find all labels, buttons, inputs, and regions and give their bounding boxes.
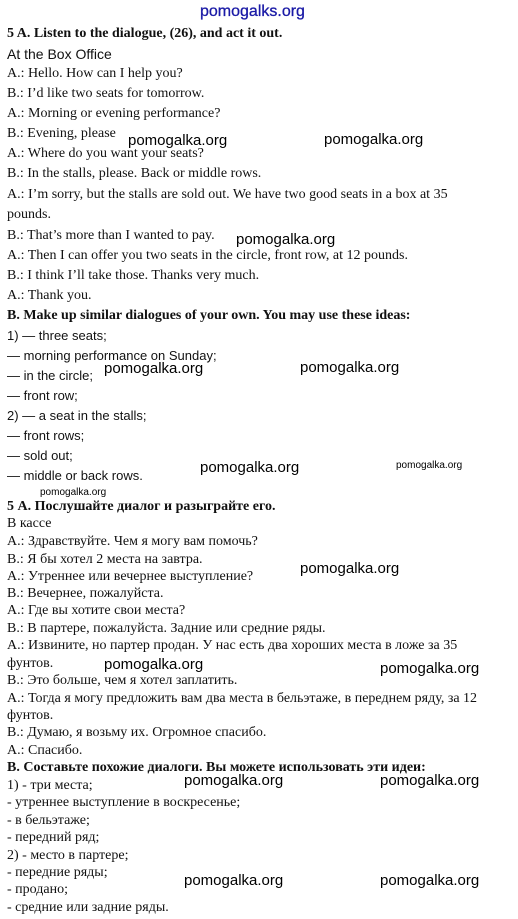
scene-title: At the Box Office xyxy=(7,46,112,62)
watermark: pomogalka.org xyxy=(396,460,463,471)
dialogue-line-ru: А.: Утреннее или вечернее выступление? xyxy=(7,569,254,584)
watermark: pomogalka.org xyxy=(40,487,107,498)
task-b-heading-ru: В. Составьте похожие диалоги. Вы можете использовать эти идеи: xyxy=(7,760,426,775)
dialogue-line-ru: В.: Думаю, я возьму их. Огромное спасибо. xyxy=(7,725,267,740)
dialogue-line: A.: Then I can offer you two seats in the circle, front row, at 12 pounds. xyxy=(7,248,408,263)
watermark: pomogalka.org xyxy=(380,660,480,677)
idea-item-ru: - средние или задние ряды. xyxy=(7,900,169,915)
task-b-heading: B. Make up similar dialogues of your own. You may use these ideas: xyxy=(7,308,411,323)
task-a-heading-ru: 5 А. Послушайте диалог и разыграйте его. xyxy=(7,499,276,514)
dialogue-line: B.: Evening, please xyxy=(7,126,116,141)
scene-title-ru: В кассе xyxy=(7,516,52,531)
task-a-heading: 5 A. Listen to the dialogue, (26), and act it out. xyxy=(7,26,283,41)
watermark: pomogalka.org xyxy=(184,872,284,889)
idea-item: — in the circle; xyxy=(7,368,93,383)
watermark: pomogalka.org xyxy=(104,656,204,673)
dialogue-line: A.: Morning or evening performance? xyxy=(7,106,221,121)
watermark: pomogalka.org xyxy=(128,132,228,149)
watermark: pomogalka.org xyxy=(300,560,400,577)
idea-item: — middle or back rows. xyxy=(7,468,143,483)
idea-item-ru: - продано; xyxy=(7,882,68,897)
watermark: pomogalka.org xyxy=(380,772,480,789)
idea-item: 1) — three seats; xyxy=(7,328,107,343)
dialogue-line: B.: I think I’ll take those. Thanks very much. xyxy=(7,268,260,283)
idea-item-ru: - передний ряд; xyxy=(7,830,100,845)
idea-item-ru: - утреннее выступление в воскресенье; xyxy=(7,795,241,810)
idea-item-ru: - передние ряды; xyxy=(7,865,108,880)
dialogue-line-ru: В.: Я бы хотел 2 места на завтра. xyxy=(7,552,203,567)
watermark: pomogalka.org xyxy=(184,772,284,789)
dialogue-line-ru: фунтов. xyxy=(7,656,54,671)
idea-item-ru: 1) - три места; xyxy=(7,778,93,793)
idea-item-ru: - в бельэтаже; xyxy=(7,813,90,828)
dialogue-line-ru: А.: Где вы хотите свои места? xyxy=(7,603,186,618)
watermark: pomogalka.org xyxy=(380,872,480,889)
dialogue-line-ru: В.: Вечернее, пожалуйста. xyxy=(7,586,164,601)
idea-item: — morning performance on Sunday; xyxy=(7,348,217,363)
dialogue-line-ru: А.: Извините, но партер продан. У нас есть два хороших места в ложе за 35 xyxy=(7,638,458,653)
watermark: pomogalka.org xyxy=(300,359,400,376)
watermark-top: pomogalks.org xyxy=(200,3,305,20)
idea-item: 2) — a seat in the stalls; xyxy=(7,408,147,423)
dialogue-line-ru: А.: Тогда я могу предложить вам два места в бельэтаже, в переднем ряду, за 12 фунтов. xyxy=(7,691,478,723)
dialogue-line: B.: That’s more than I wanted to pay. xyxy=(7,228,215,243)
dialogue-line: A.: Thank you. xyxy=(7,288,92,303)
idea-item: — sold out; xyxy=(7,448,73,463)
idea-item-ru: 2) - место в партере; xyxy=(7,848,129,863)
watermark: pomogalka.org xyxy=(236,231,336,248)
dialogue-line-ru: А.: Здравствуйте. Чем я могу вам помочь? xyxy=(7,534,258,549)
watermark: pomogalka.org xyxy=(324,131,424,148)
dialogue-line: A.: I’m sorry, but the stalls are sold out. We have two good seats in a box at 35 xyxy=(7,187,448,202)
watermark: pomogalka.org xyxy=(104,360,204,377)
idea-item: — front row; xyxy=(7,388,78,403)
dialogue-line-ru: А.: Спасибо. xyxy=(7,743,83,758)
dialogue-line: pounds. xyxy=(7,207,51,222)
dialogue-line: B.: I’d like two seats for tomorrow. xyxy=(7,86,205,101)
dialogue-line: A.: Hello. How can I help you? xyxy=(7,66,183,81)
dialogue-line: A.: Where do you want your seats? xyxy=(7,146,204,161)
dialogue-line-ru: В.: В партере, пожалуйста. Задние или средние ряды. xyxy=(7,621,326,636)
dialogue-line: B.: In the stalls, please. Back or middle rows. xyxy=(7,166,262,181)
idea-item: — front rows; xyxy=(7,428,85,443)
dialogue-line-ru: В.: Это больше, чем я хотел заплатить. xyxy=(7,673,238,688)
watermark: pomogalka.org xyxy=(200,459,300,476)
